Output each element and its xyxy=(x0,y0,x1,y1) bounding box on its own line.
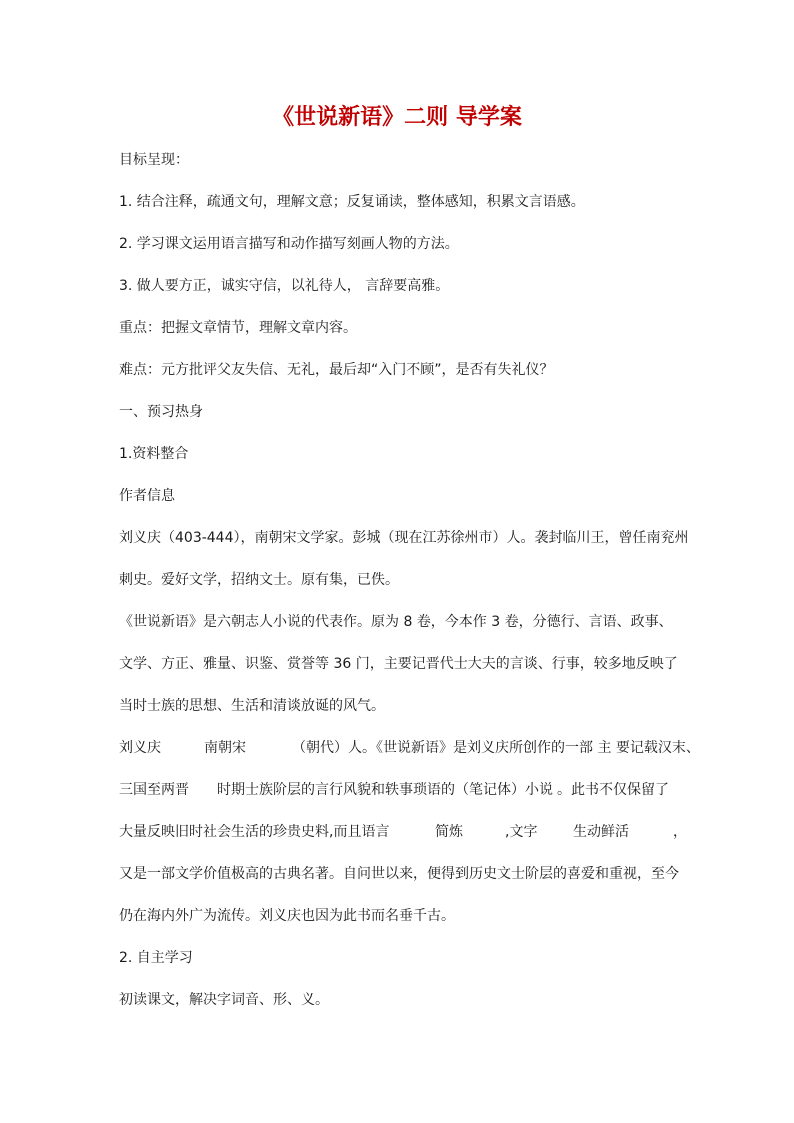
fill-answer-language: 简炼 xyxy=(435,824,463,840)
section-heading-preview: 一、预习热身 xyxy=(119,404,203,420)
author-para-line-1: 刘义庆（403-444），南朝宋文学家。彭城（现在江苏徐州市）人。袭封临川王，曾任南兖州 xyxy=(119,530,689,546)
goal-item-2: 2. 学习课文运用语言描写和动作描写刻画人物的方法。 xyxy=(119,236,459,252)
author-heading: 作者信息 xyxy=(119,488,175,504)
goal-item-3: 3. 做人要方正，诚实守信，以礼待人， 言辞要高雅。 xyxy=(119,278,450,294)
fill-text: 。此书不仅保留了 xyxy=(557,782,669,798)
fill-line-5: 仍在海内外广为流传。刘义庆也因为此书而名垂千古。 xyxy=(119,908,455,924)
difficulty: 难点：元方批评父友失信、无礼，最后却“入门不顾”，是否有失礼仪？ xyxy=(119,362,554,378)
book-para-line-1: 《世说新语》是六朝志人小说的代表作。原为 8 卷，今本作 3 卷，分德行、言语、政事、 xyxy=(119,614,673,630)
fill-answer-style: 生动鲜活 xyxy=(573,824,629,840)
fill-text: ,文字 xyxy=(505,824,538,840)
subsection-materials: 1.资料整合 xyxy=(119,446,189,462)
fill-answer-author: 刘义庆 xyxy=(119,740,161,756)
fill-text: 大量反映旧时社会生活的珍贵史料,而且语言 xyxy=(119,824,390,840)
fill-line-4: 又是一部文学价值极高的古典名著。自问世以来，便得到历史文士阶层的喜爱和重视，至今 xyxy=(119,866,679,882)
fill-text: （朝代）人。《世说新语》是刘义庆所创作的一部 主 要记载汉末、 xyxy=(292,740,700,756)
fill-answer-period: 三国至两晋 xyxy=(119,782,189,798)
study-instruction: 初读课文，解决字词音、形、义。 xyxy=(119,992,329,1008)
goal-item-1: 1. 结合注释，疏通文句，理解文意；反复诵读，整体感知，积累文言语感。 xyxy=(119,194,585,210)
book-para-line-3: 当时士族的思想、生活和清谈放诞的风气。 xyxy=(119,698,385,714)
fill-line-1 xyxy=(119,738,700,758)
page-title: 《世说新语》二则 导学案 xyxy=(272,104,522,130)
subsection-self-study: 2. 自主学习 xyxy=(119,950,193,966)
key-point: 重点：把握文章情节，理解文章内容。 xyxy=(119,320,357,336)
fill-text: ， xyxy=(673,824,687,840)
fill-line-2 xyxy=(119,780,669,800)
fill-answer-dynasty: 南朝宋 xyxy=(204,740,246,756)
fill-text: 时期士族阶层的言行风貌和轶事琐语的（笔记体）小说 xyxy=(217,782,553,798)
fill-line-3 xyxy=(119,822,687,842)
book-para-line-2: 文学、方正、雅量、识鉴、赏誉等 36 门，主要记晋代士大夫的言谈、行事，较多地反映了 xyxy=(119,656,678,672)
goals-heading: 目标呈现： xyxy=(119,152,189,168)
author-para-line-2: 刺史。爱好文学，招纳文士。原有集，已佚。 xyxy=(119,572,399,588)
